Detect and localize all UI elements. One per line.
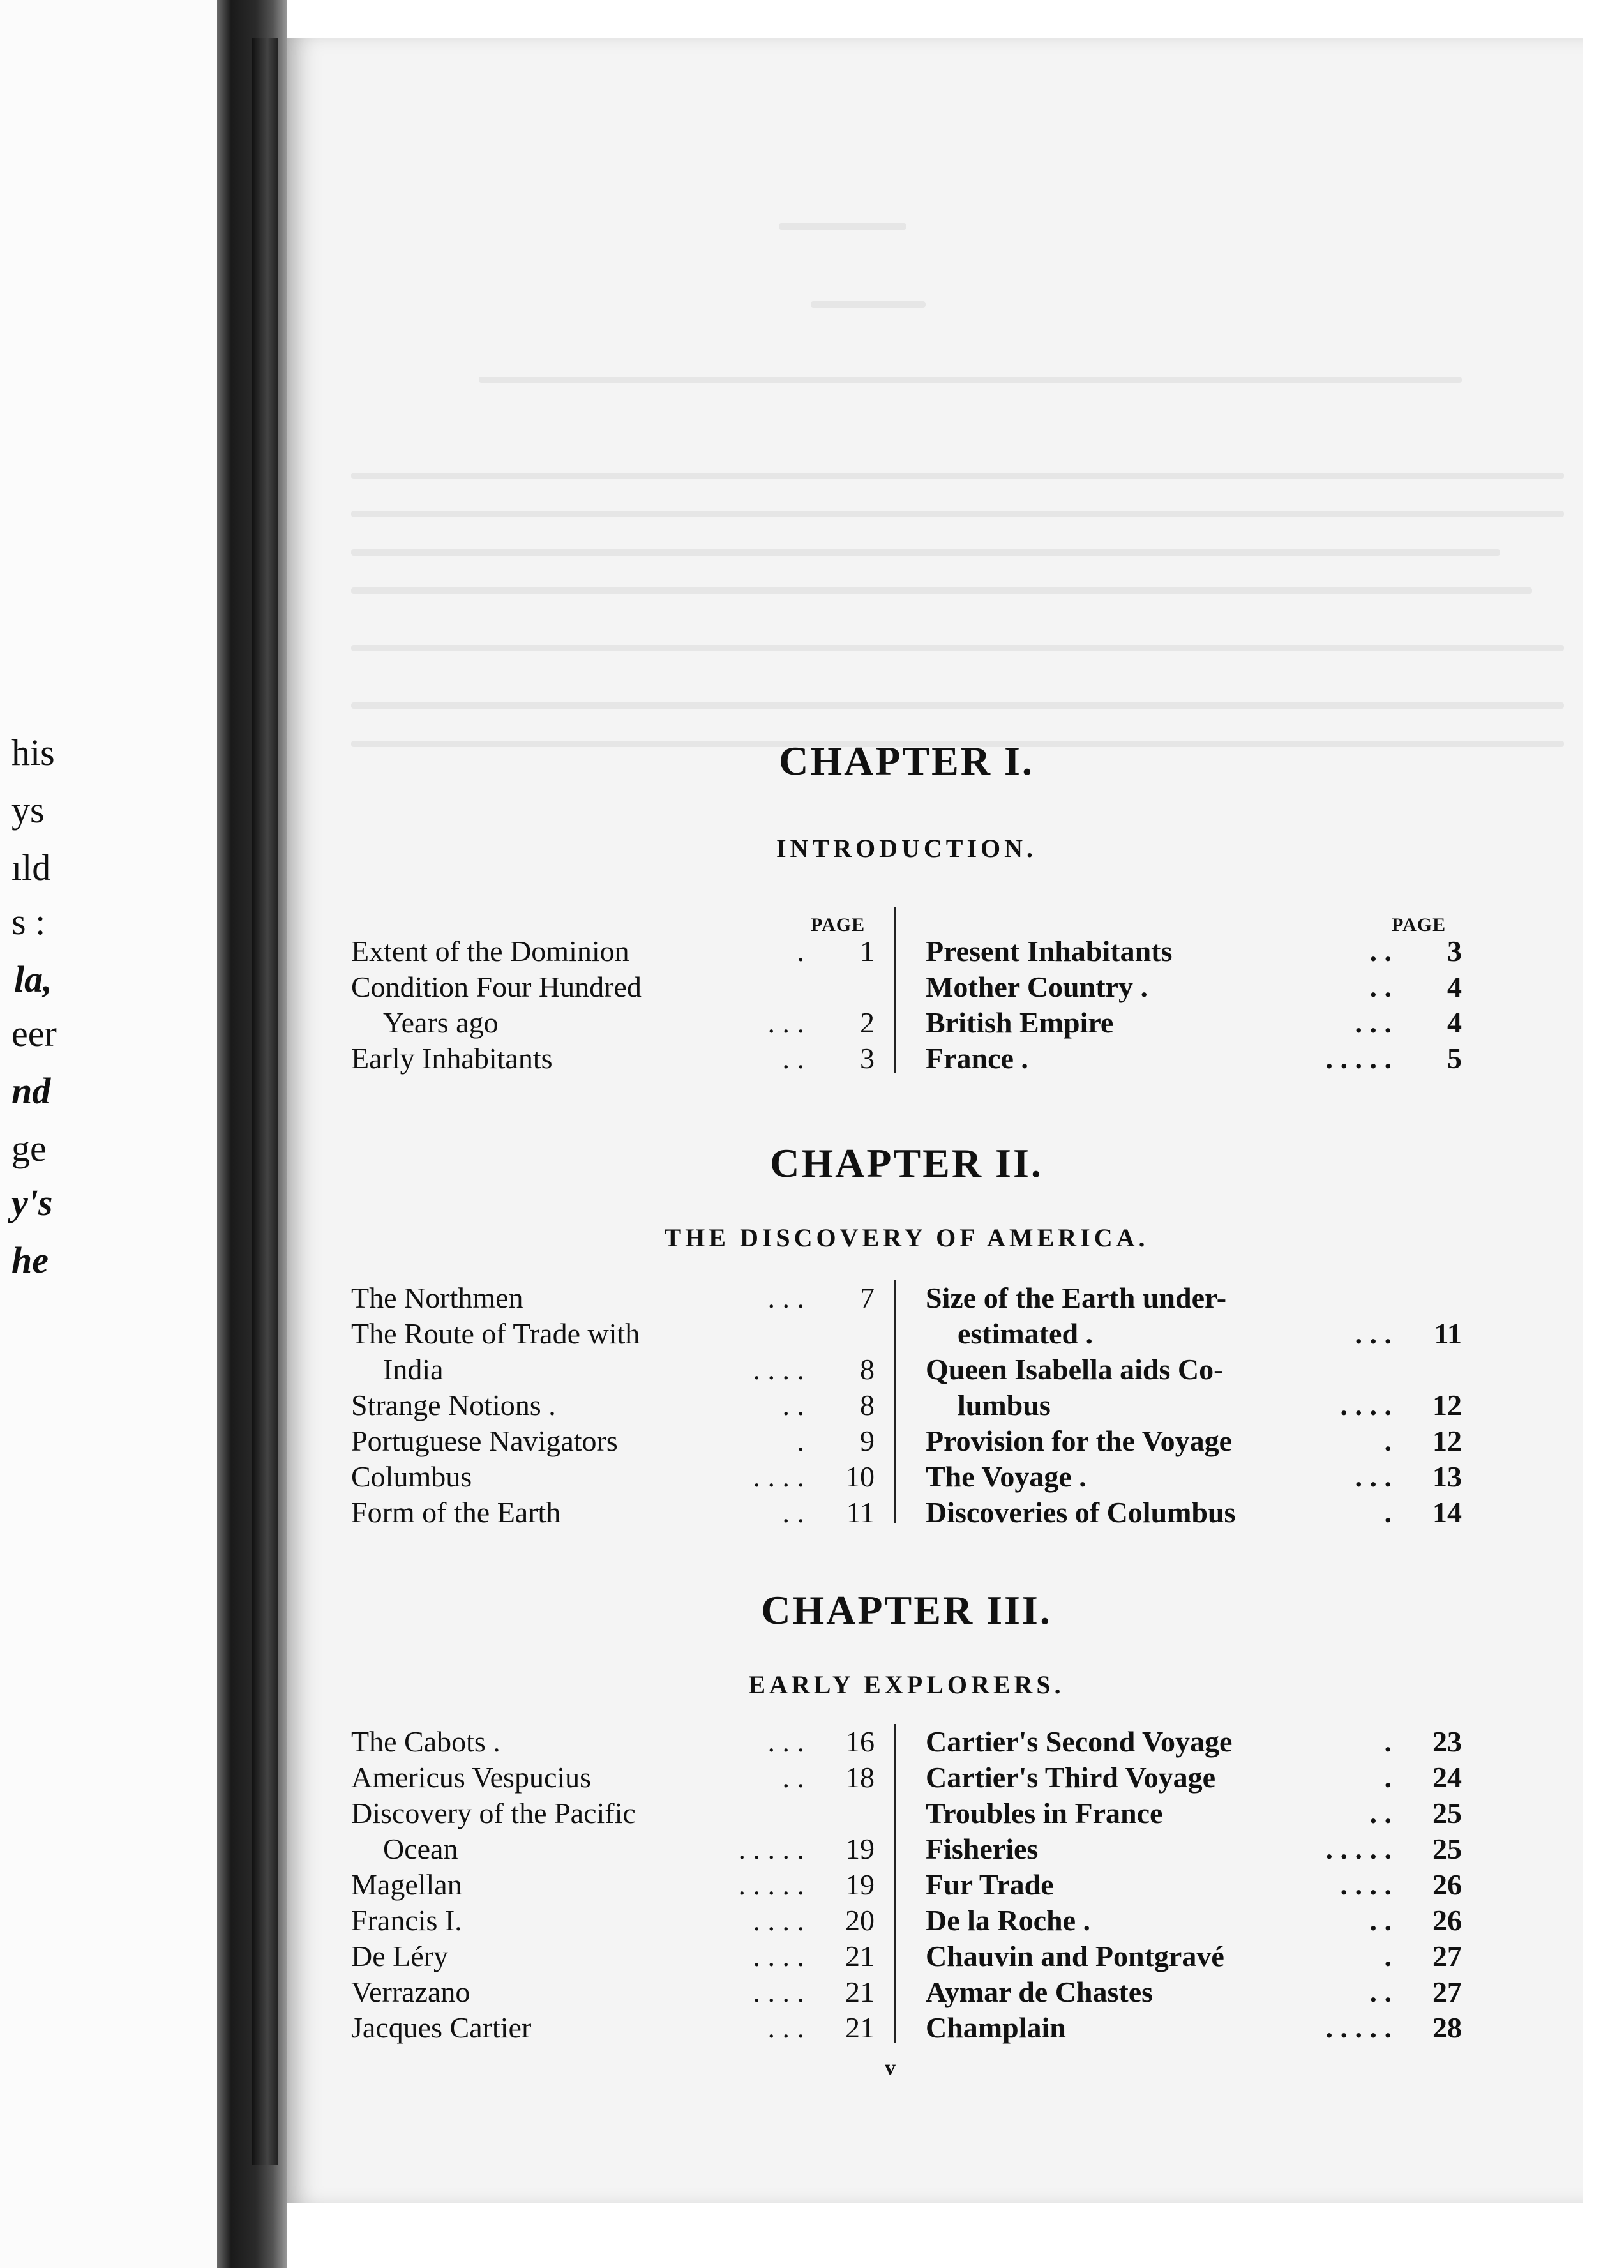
toc-entry-line [926, 2010, 1462, 2046]
bleed-through-line [479, 377, 1462, 383]
leader-dots: . . . . . [738, 1833, 804, 1865]
leader-dots: . . [782, 1761, 804, 1794]
toc-entry-line [351, 1280, 875, 1316]
leader-dots: . . [1369, 1904, 1392, 1937]
toc-page-number: 27 [1432, 1976, 1462, 2008]
leader-dots: . . . . . [1325, 1833, 1392, 1865]
toc-page-number: 12 [1432, 1389, 1462, 1421]
column-divider [894, 1280, 896, 1523]
toc-page-number: 4 [1447, 971, 1462, 1003]
leader-dots: . . . [1355, 1317, 1392, 1350]
toc-page-number: 26 [1432, 1868, 1462, 1901]
toc-page-number: 16 [845, 1725, 875, 1758]
toc-entry-title: Magellan [351, 1868, 462, 1901]
toc-entry-line [926, 1316, 1462, 1352]
page-column-header: PAGE [1392, 914, 1447, 935]
toc-page-number: 11 [1434, 1317, 1462, 1350]
toc-entry-line [926, 934, 1462, 969]
toc-page-number: 5 [1447, 1042, 1462, 1075]
toc-entry-line [351, 1939, 875, 1974]
page-number-footer: v [885, 2056, 896, 2080]
toc-entry-title: De Léry [351, 1940, 448, 1972]
toc-entry-line [926, 1939, 1462, 1974]
leader-dots: . . . . [753, 1904, 804, 1937]
facing-page-text-fragment: ıld [11, 847, 51, 888]
bleed-through-line [351, 645, 1564, 651]
toc-page-number: 2 [860, 1006, 875, 1039]
toc-entry-line [351, 934, 875, 969]
leader-dots: . . . . [753, 1353, 804, 1386]
toc-entry-line [351, 1352, 875, 1387]
toc-entry-title: The Northmen [351, 1281, 523, 1314]
toc-page-number: 3 [1447, 935, 1462, 967]
toc-entry-title: India [383, 1353, 444, 1386]
bleed-through-line [351, 472, 1564, 479]
toc-page-number: 24 [1432, 1761, 1462, 1794]
toc-entry-title: Present Inhabitants [926, 935, 1173, 967]
toc-entry-line [351, 1041, 875, 1077]
leader-dots: . . . . [1340, 1868, 1392, 1901]
leader-dots: . . . . . [1325, 1042, 1392, 1075]
toc-entry-title: Verrazano [351, 1976, 470, 2008]
leader-dots: . . [1369, 1976, 1392, 2008]
toc-entry-line [926, 1041, 1462, 1077]
leader-dots: . . . . . [738, 1868, 804, 1901]
toc-page-number: 10 [845, 1460, 875, 1493]
toc-entry-line [926, 1387, 1462, 1423]
toc-entry-line [926, 1724, 1462, 1760]
toc-entry-line [351, 1495, 875, 1531]
leader-dots: . [1384, 1425, 1392, 1457]
toc-entry-title: British Empire [926, 1006, 1114, 1039]
leader-dots: . [1384, 1725, 1392, 1758]
facing-page-text-fragment: y's [11, 1182, 53, 1223]
toc-entry-line [351, 1760, 875, 1796]
toc-entry-line [926, 1796, 1462, 1831]
leader-dots: . . . . . [1325, 2011, 1392, 2044]
toc-entry-title: Extent of the Dominion [351, 935, 629, 967]
bleed-through-line [351, 549, 1500, 556]
leader-dots: . . [782, 1042, 804, 1075]
facing-page-text-fragment: la, [14, 958, 52, 1000]
toc-entry-line [926, 1495, 1462, 1531]
toc-entry-line [351, 1423, 875, 1459]
chapter-subtitle: THE DISCOVERY OF AMERICA. [664, 1223, 1149, 1252]
toc-entry-title: Discovery of the Pacific [351, 1797, 636, 1829]
leader-dots: . . . [767, 2011, 804, 2044]
page-edge [1583, 38, 1624, 2203]
toc-entry-line [926, 969, 1462, 1005]
toc-entry-title: Years ago [383, 1006, 499, 1039]
facing-page-text-fragment: s : [11, 901, 46, 942]
toc-page-number: 7 [860, 1281, 875, 1314]
toc-entry-title: Queen Isabella aids Co- [926, 1353, 1224, 1386]
leader-dots: . . [1369, 1797, 1392, 1829]
toc-entry-title: Ocean [383, 1833, 458, 1865]
toc-entry-line [926, 1974, 1462, 2010]
bleed-through-line [811, 301, 926, 308]
chapter-subtitle: INTRODUCTION. [776, 834, 1037, 863]
toc-entry-line [926, 1903, 1462, 1939]
toc-page-number: 19 [845, 1833, 875, 1865]
leader-dots: . [1384, 1761, 1392, 1794]
toc-entry-title: Troubles in France [926, 1797, 1163, 1829]
toc-page-number: 20 [845, 1904, 875, 1937]
toc-entry-line [926, 1459, 1462, 1495]
column-divider [894, 907, 896, 1073]
leader-dots: . . . . [1340, 1389, 1392, 1421]
facing-page-fragment [0, 0, 217, 2268]
toc-entry-line [351, 1005, 875, 1041]
toc-page-number: 1 [860, 935, 875, 967]
toc-page-number: 27 [1432, 1940, 1462, 1972]
chapter-heading: CHAPTER I. [779, 738, 1034, 783]
bleed-through-line [351, 702, 1564, 709]
toc-page-number: 21 [845, 1940, 875, 1972]
toc-entry-title: Form of the Earth [351, 1496, 561, 1529]
facing-page-text-fragment: ys [11, 789, 45, 831]
toc-entry-title: Size of the Earth under- [926, 1281, 1227, 1314]
toc-page-number: 4 [1447, 1006, 1462, 1039]
leader-dots: . . . [1355, 1460, 1392, 1493]
toc-entry-line [351, 1459, 875, 1495]
leader-dots: . [1384, 1496, 1392, 1529]
toc-entry-title: Francis I. [351, 1904, 462, 1937]
toc-page-number: 8 [860, 1389, 875, 1421]
toc-entry-line [351, 2010, 875, 2046]
toc-entry-title: Champlain [926, 2011, 1066, 2044]
toc-entry-title: estimated . [958, 1317, 1094, 1350]
facing-page-text-fragment: he [11, 1239, 49, 1281]
toc-page-number: 11 [846, 1496, 875, 1529]
leader-dots: . . . . [753, 1976, 804, 2008]
toc-entry-line [351, 1387, 875, 1423]
toc-entry-line [351, 1867, 875, 1903]
toc-entry-title: De la Roche . [926, 1904, 1091, 1937]
leader-dots: . . . [767, 1281, 804, 1314]
toc-page-number: 19 [845, 1868, 875, 1901]
toc-entry-line [926, 1280, 1462, 1316]
toc-entry-line [351, 1796, 875, 1831]
toc-page-number: 21 [845, 2011, 875, 2044]
toc-entry-title: The Route of Trade with [351, 1317, 640, 1350]
toc-entry-line [926, 1005, 1462, 1041]
leader-dots: . . . [767, 1725, 804, 1758]
toc-page-number: 25 [1432, 1833, 1462, 1865]
leader-dots: . . . . [753, 1460, 804, 1493]
leader-dots: . . [782, 1496, 804, 1529]
toc-entry-line [351, 1724, 875, 1760]
toc-entry-line [926, 1831, 1462, 1867]
toc-page-number: 8 [860, 1353, 875, 1386]
toc-entry-title: The Voyage . [926, 1460, 1086, 1493]
leader-dots: . . . [767, 1006, 804, 1039]
toc-entry-title: Provision for the Voyage [926, 1425, 1233, 1457]
toc-entry-line [351, 1316, 875, 1352]
leader-dots: . . [1369, 971, 1392, 1003]
toc-entry-title: Discoveries of Columbus [926, 1496, 1236, 1529]
toc-entry-line [351, 1903, 875, 1939]
facing-page-text-fragment: his [11, 732, 55, 773]
toc-page-number: 12 [1432, 1425, 1462, 1457]
toc-page-number: 28 [1432, 2011, 1462, 2044]
toc-entry-title: Cartier's Third Voyage [926, 1761, 1216, 1794]
toc-entry-title: Jacques Cartier [351, 2011, 532, 2044]
chapter-heading: CHAPTER II. [770, 1140, 1043, 1186]
toc-entry-title: Americus Vespucius [351, 1761, 592, 1794]
toc-entry-title: Early Inhabitants [351, 1042, 553, 1075]
toc-entry-title: Cartier's Second Voyage [926, 1725, 1233, 1758]
chapter-subtitle: EARLY EXPLORERS. [748, 1670, 1065, 1699]
toc-entry-title: lumbus [958, 1389, 1051, 1421]
toc-entry-line [926, 1352, 1462, 1387]
bleed-through-line [351, 587, 1532, 594]
toc-entry-title: Portuguese Navigators [351, 1425, 618, 1457]
toc-page-number: 14 [1432, 1496, 1462, 1529]
facing-page-text-fragment: nd [11, 1070, 51, 1112]
toc-page-number: 26 [1432, 1904, 1462, 1937]
toc-entry-title: Fur Trade [926, 1868, 1054, 1901]
toc-entry-line [351, 969, 875, 1005]
page-column-header: PAGE [811, 914, 866, 935]
toc-page-number: 25 [1432, 1797, 1462, 1829]
toc-entry-title: Columbus [351, 1460, 472, 1493]
toc-entry-line [926, 1423, 1462, 1459]
toc-entry-title: Chauvin and Pontgravé [926, 1940, 1224, 1972]
toc-page-number: 18 [845, 1761, 875, 1794]
toc-entry-title: The Cabots . [351, 1725, 500, 1758]
leader-dots: . . . . [753, 1940, 804, 1972]
facing-page-text-fragment: ge [11, 1128, 47, 1169]
leader-dots: . [797, 1425, 804, 1457]
toc-entry-title: Aymar de Chastes [926, 1976, 1154, 2008]
toc-entry-line [351, 1831, 875, 1867]
toc-entry-title: Strange Notions . [351, 1389, 556, 1421]
toc-entry-title: Condition Four Hundred [351, 971, 642, 1003]
toc-page-number: 23 [1432, 1725, 1462, 1758]
leader-dots: . . [1369, 935, 1392, 967]
toc-page-number: 13 [1432, 1460, 1462, 1493]
leader-dots: . [797, 935, 804, 967]
toc-entry-line [926, 1760, 1462, 1796]
bleed-through-line [351, 511, 1564, 517]
leader-dots: . [1384, 1940, 1392, 1972]
leader-dots: . . [782, 1389, 804, 1421]
toc-page-number: 3 [860, 1042, 875, 1075]
chapter-heading: CHAPTER III. [761, 1587, 1052, 1633]
facing-page-text-fragment: eer [11, 1013, 57, 1054]
toc-entry-line [351, 1974, 875, 2010]
toc-entry-title: Fisheries [926, 1833, 1039, 1865]
toc-page-number: 9 [860, 1425, 875, 1457]
bleed-through-line [779, 223, 906, 230]
column-divider [894, 1724, 896, 2043]
toc-page-number: 21 [845, 1976, 875, 2008]
spine-shadow [252, 38, 278, 2165]
leader-dots: . . . [1355, 1006, 1392, 1039]
toc-entry-title: Mother Country . [926, 971, 1148, 1003]
toc-entry-title: France . [926, 1042, 1028, 1075]
toc-entry-line [926, 1867, 1462, 1903]
